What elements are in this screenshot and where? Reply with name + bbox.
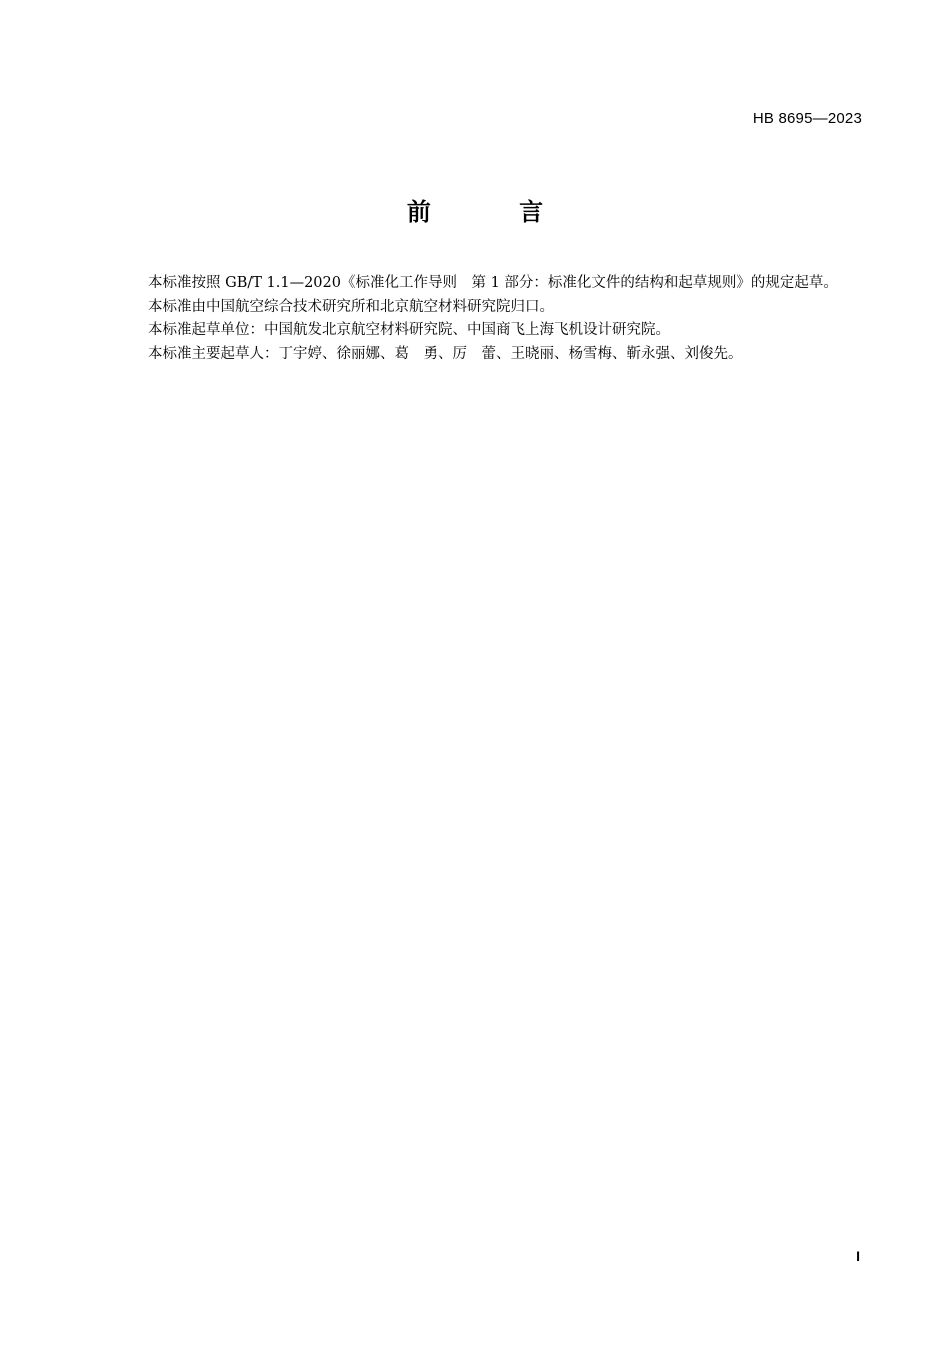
paragraph-drafters: 本标准主要起草人：丁宇婷、徐丽娜、葛 勇、厉 蕾、王晓丽、杨雪梅、靳永强、刘俊先。 [148, 345, 743, 362]
section-title: 前 言 [406, 198, 584, 226]
paragraph-responsible-unit: 本标准由中国航空综合技术研究所和北京航空材料研究院归口。 [148, 298, 554, 315]
page-number: I [856, 1248, 860, 1264]
foreword-body [115, 272, 865, 366]
standard-code: HB 8695—2023 [752, 110, 862, 127]
paragraph-drafting-rules: 本标准按照 GB/T 1.1—2020《标准化工作导则 第 1 部分：标准化文件的结构和起草规则》的规定起草。 [148, 275, 838, 291]
paragraph-drafting-organizations: 本标准起草单位：中国航发北京航空材料研究院、中国商飞上海飞机设计研究院。 [148, 322, 670, 338]
